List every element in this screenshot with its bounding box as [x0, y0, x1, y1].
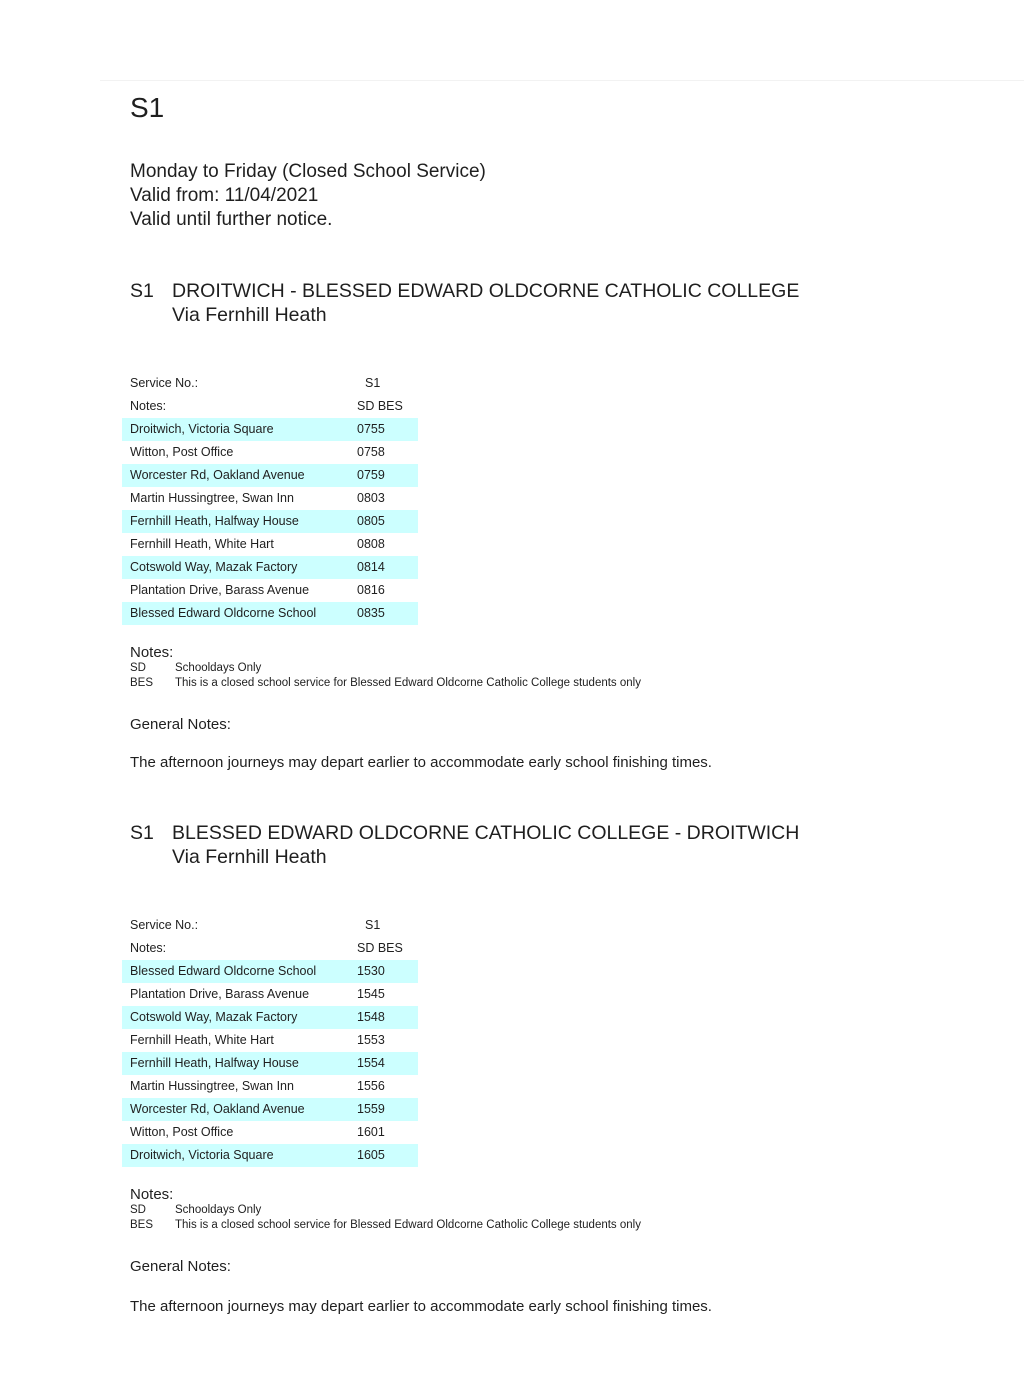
general-notes-text: The afternoon journeys may depart earlier to accommodate early school finishing times. [130, 754, 712, 771]
stop-name: Droitwich, Victoria Square [130, 1148, 274, 1162]
stop-time: 1601 [357, 1125, 385, 1139]
table-row [122, 487, 418, 510]
table-row [122, 1029, 418, 1052]
note-item [130, 661, 930, 676]
table-row [122, 1098, 418, 1121]
table-row [122, 1052, 418, 1075]
route-section-return [130, 822, 930, 1315]
stop-name: Witton, Post Office [130, 445, 234, 459]
route-via: Via Fernhill Heath [172, 846, 327, 868]
route-service-number: S1 [130, 822, 154, 844]
timetable-service-row [122, 372, 418, 395]
table-row [122, 1075, 418, 1098]
note-item [130, 1218, 930, 1233]
stop-name: Plantation Drive, Barass Avenue [130, 583, 310, 597]
timetable [122, 914, 418, 1167]
stop-time: 1605 [357, 1148, 385, 1162]
timetable [122, 372, 418, 625]
table-row [122, 960, 418, 983]
validity-block [130, 160, 486, 232]
table-row [122, 579, 418, 602]
stop-time: 0816 [357, 583, 385, 597]
note-text: This is a closed school service for Blessed Edward Oldcorne Catholic College students only [175, 677, 641, 689]
route-service-number: S1 [130, 280, 154, 302]
stop-time: 1554 [357, 1056, 385, 1070]
stop-name: Fernhill Heath, White Hart [130, 537, 274, 551]
note-code: SD [130, 1204, 146, 1216]
stop-name: Fernhill Heath, Halfway House [130, 1056, 299, 1070]
top-divider [100, 80, 1024, 81]
timetable-notes-row [122, 937, 418, 960]
validity-until: Valid until further notice. [130, 209, 333, 230]
timetable-notes-row [122, 395, 418, 418]
stop-name: Cotswold Way, Mazak Factory [130, 560, 298, 574]
route-section-outbound [130, 280, 930, 771]
service-no-value: S1 [365, 918, 381, 932]
route-name: DROITWICH - BLESSED EDWARD OLDCORNE CATHOLIC COLLEGE [172, 280, 800, 302]
service-no-value: S1 [365, 376, 381, 390]
table-row [122, 464, 418, 487]
stop-name: Martin Hussingtree, Swan Inn [130, 1079, 294, 1093]
table-row [122, 418, 418, 441]
stop-time: 1548 [357, 1010, 385, 1024]
stop-time: 0759 [357, 468, 385, 482]
page-title: S1 [130, 92, 165, 123]
note-text: This is a closed school service for Blessed Edward Oldcorne Catholic College students only [175, 1219, 641, 1231]
notes-section [130, 644, 930, 691]
table-row [122, 1121, 418, 1144]
table-row [122, 983, 418, 1006]
stop-name: Blessed Edward Oldcorne School [130, 964, 317, 978]
notes-label: Notes: [130, 941, 167, 955]
stop-time: 0814 [357, 560, 385, 574]
stop-time: 0758 [357, 445, 385, 459]
note-item [130, 676, 930, 691]
service-no-label: Service No.: [130, 376, 199, 390]
stop-name: Cotswold Way, Mazak Factory [130, 1010, 298, 1024]
table-row [122, 441, 418, 464]
validity-from: Valid from: 11/04/2021 [130, 185, 319, 206]
notes-label: Notes: [130, 399, 167, 413]
stop-time: 0808 [357, 537, 385, 551]
notes-title: Notes: [130, 644, 174, 661]
stop-name: Worcester Rd, Oakland Avenue [130, 468, 305, 482]
notes-section [130, 1186, 930, 1233]
stop-name: Plantation Drive, Barass Avenue [130, 987, 310, 1001]
stop-time: 0835 [357, 606, 385, 620]
stop-name: Fernhill Heath, Halfway House [130, 514, 299, 528]
route-heading [130, 822, 930, 872]
table-row [122, 602, 418, 625]
general-notes-title: General Notes: [130, 716, 231, 733]
stop-time: 0803 [357, 491, 385, 505]
validity-days: Monday to Friday (Closed School Service) [130, 161, 486, 182]
notes-title: Notes: [130, 1186, 174, 1203]
route-heading [130, 280, 930, 330]
note-code: SD [130, 662, 146, 674]
stop-time: 1530 [357, 964, 385, 978]
note-item [130, 1203, 930, 1218]
stop-time: 1556 [357, 1079, 385, 1093]
stop-name: Fernhill Heath, White Hart [130, 1033, 274, 1047]
route-via: Via Fernhill Heath [172, 304, 327, 326]
note-text: Schooldays Only [175, 662, 262, 674]
note-code: BES [130, 677, 154, 689]
table-row [122, 1144, 418, 1167]
note-text: Schooldays Only [175, 1204, 262, 1216]
note-code: BES [130, 1219, 154, 1231]
stop-name: Worcester Rd, Oakland Avenue [130, 1102, 305, 1116]
notes-value: SD BES [357, 399, 403, 413]
stop-name: Blessed Edward Oldcorne School [130, 606, 317, 620]
table-row [122, 533, 418, 556]
timetable-service-row [122, 914, 418, 937]
notes-value: SD BES [357, 941, 403, 955]
stop-time: 0805 [357, 514, 385, 528]
service-no-label: Service No.: [130, 918, 199, 932]
stop-time: 1553 [357, 1033, 385, 1047]
route-name: BLESSED EDWARD OLDCORNE CATHOLIC COLLEGE - DROITWICH [172, 822, 800, 844]
general-notes-text: The afternoon journeys may depart earlier to accommodate early school finishing times. [130, 1298, 712, 1315]
stop-name: Witton, Post Office [130, 1125, 234, 1139]
stop-time: 0755 [357, 422, 385, 436]
general-notes-title: General Notes: [130, 1258, 231, 1275]
table-row [122, 510, 418, 533]
table-row [122, 556, 418, 579]
stop-name: Martin Hussingtree, Swan Inn [130, 491, 294, 505]
stop-name: Droitwich, Victoria Square [130, 422, 274, 436]
stop-time: 1559 [357, 1102, 385, 1116]
stop-time: 1545 [357, 987, 385, 1001]
table-row [122, 1006, 418, 1029]
